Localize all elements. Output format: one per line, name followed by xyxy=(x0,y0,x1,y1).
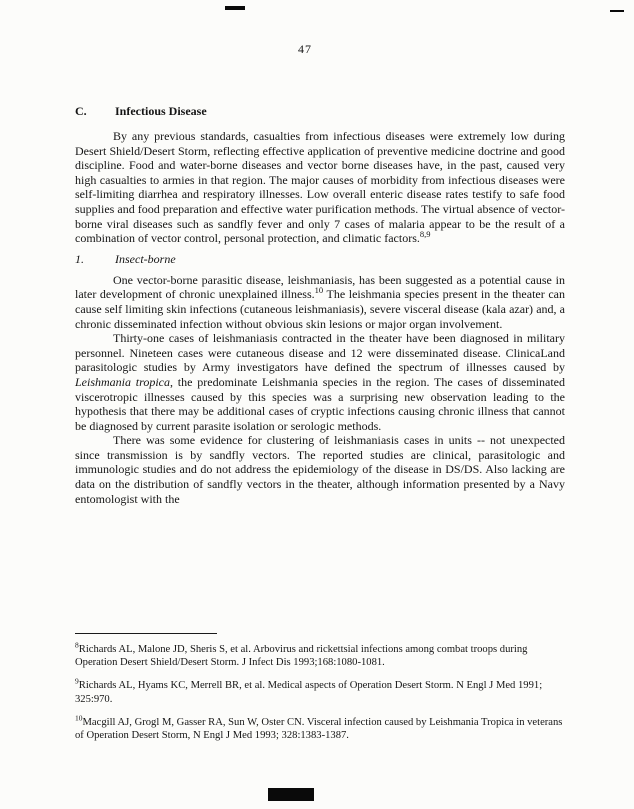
footnotes-section xyxy=(75,640,567,752)
subsection-heading xyxy=(75,252,565,267)
footnote-10-text: Macgill AJ, Grogl M, Gasser RA, Sun W, Oster CN. Visceral infection caused by Leishmania Tropica in veterans of Operation Desert Storm, N Engl J Med 1993; 328:1383-1387. xyxy=(75,716,563,742)
paragraph-intro xyxy=(75,129,565,246)
footnote-ref-10: 10 xyxy=(314,285,324,296)
section-title: Infectious Disease xyxy=(115,104,207,118)
footnote-8-text: Richards AL, Malone JD, Sheris S, et al. Arbovirus and rickettsial infections among combat troops during Operation Desert Shield/Desert Storm. J Infect Dis 1993;168:1080-1081. xyxy=(75,644,528,669)
footnote-8 xyxy=(75,640,567,669)
footnote-ref-8-9: 8,9 xyxy=(419,229,431,240)
subsection-title: Insect-borne xyxy=(115,251,176,266)
footnote-10 xyxy=(75,713,567,742)
paragraph-insect-borne-2 xyxy=(75,331,565,433)
paragraph-insect-borne-1 xyxy=(75,273,565,331)
paragraph-2-italic-term: Leishmania tropica xyxy=(75,374,171,389)
footnote-8-marker: 8 xyxy=(75,640,79,650)
section-heading xyxy=(75,104,565,119)
page-number: 47 xyxy=(298,42,312,56)
footnote-9 xyxy=(75,676,567,705)
paragraph-2-seg1: Thirty-one cases of leishmaniasis contracted in the theater have been diagnosed in military personnel. Nineteen cases were cutaneous disease and 12 were disseminated disease. ClinicaLand parasitologic studies by Army investigators have defined the spectrum of illnesses caused by xyxy=(75,331,565,375)
footnote-9-marker: 9 xyxy=(75,676,79,686)
footnote-10-marker: 10 xyxy=(75,713,83,723)
footnote-9-text: Richards AL, Hyams KC, Merrell BR, et al. Medical aspects of Operation Desert Storm. N Engl J Med 1991; 325:970. xyxy=(75,680,543,705)
paragraph-1-seg1: One vector-borne parasitic disease, leishmaniasis, has been suggested as a potential cause in later development of chronic unexplained illness. xyxy=(75,272,565,302)
paragraph-1-seg2: The leishmania species present in the theater can cause self limiting skin infections (cutaneous leishmaniasis), severe visceral disease (kala azar) and, a chronic disseminated infection without obvious skin lesions or major organ involvement. xyxy=(75,287,565,331)
footnote-divider xyxy=(75,633,217,634)
section-label: C. xyxy=(75,104,87,118)
paragraph-2-seg2: , the predominate Leishmania species in the region. The cases of disseminated viscerotropic illnesses caused by this species was a surprising new observation leading to the hypothesis that there may be additional cases of cryptic infections causing chronic illness that cannot be diagnosed by current parasite isolation or serologic methods. xyxy=(75,374,565,433)
subsection-label: 1. xyxy=(75,251,84,266)
paragraph-intro-text: By any previous standards, casualties from infectious diseases were extremely low during Desert Shield/Desert Storm, reflecting effective application of preventive medicine doctrine and good discipline. Food and water-borne diseases and vector borne diseases have, in the past, caused very high casualties to armies in that region. The major causes of morbidity from infectious diseases were self-limiting diarrhea and respiratory illnesses. Low overall enteric disease rates testify to safe food supplies and food preparation and effective water purification methods. The virtual absence of vector-borne viral diseases such as sandfly fever and only 7 cases of malaria appear to be the result of a combination of vector control, personal protection, and climatic factors. xyxy=(75,129,565,246)
scan-artifact-bottom xyxy=(268,788,314,801)
scan-artifact-top xyxy=(225,6,245,10)
page-content xyxy=(75,104,565,506)
paragraph-3-text: There was some evidence for clustering of leishmaniasis cases in units -- not unexpected since transmission is by sandfly vectors. The reported studies are clinical, parasitologic and immunologic studies and do not address the epidemiology of the disease in DS/DS. Also lacking are data on the distribution of sandfly vectors in the theater, although information presented by a Navy entomologist with the xyxy=(75,433,565,506)
scan-artifact-top-right xyxy=(610,10,624,12)
paragraph-insect-borne-3 xyxy=(75,433,565,506)
